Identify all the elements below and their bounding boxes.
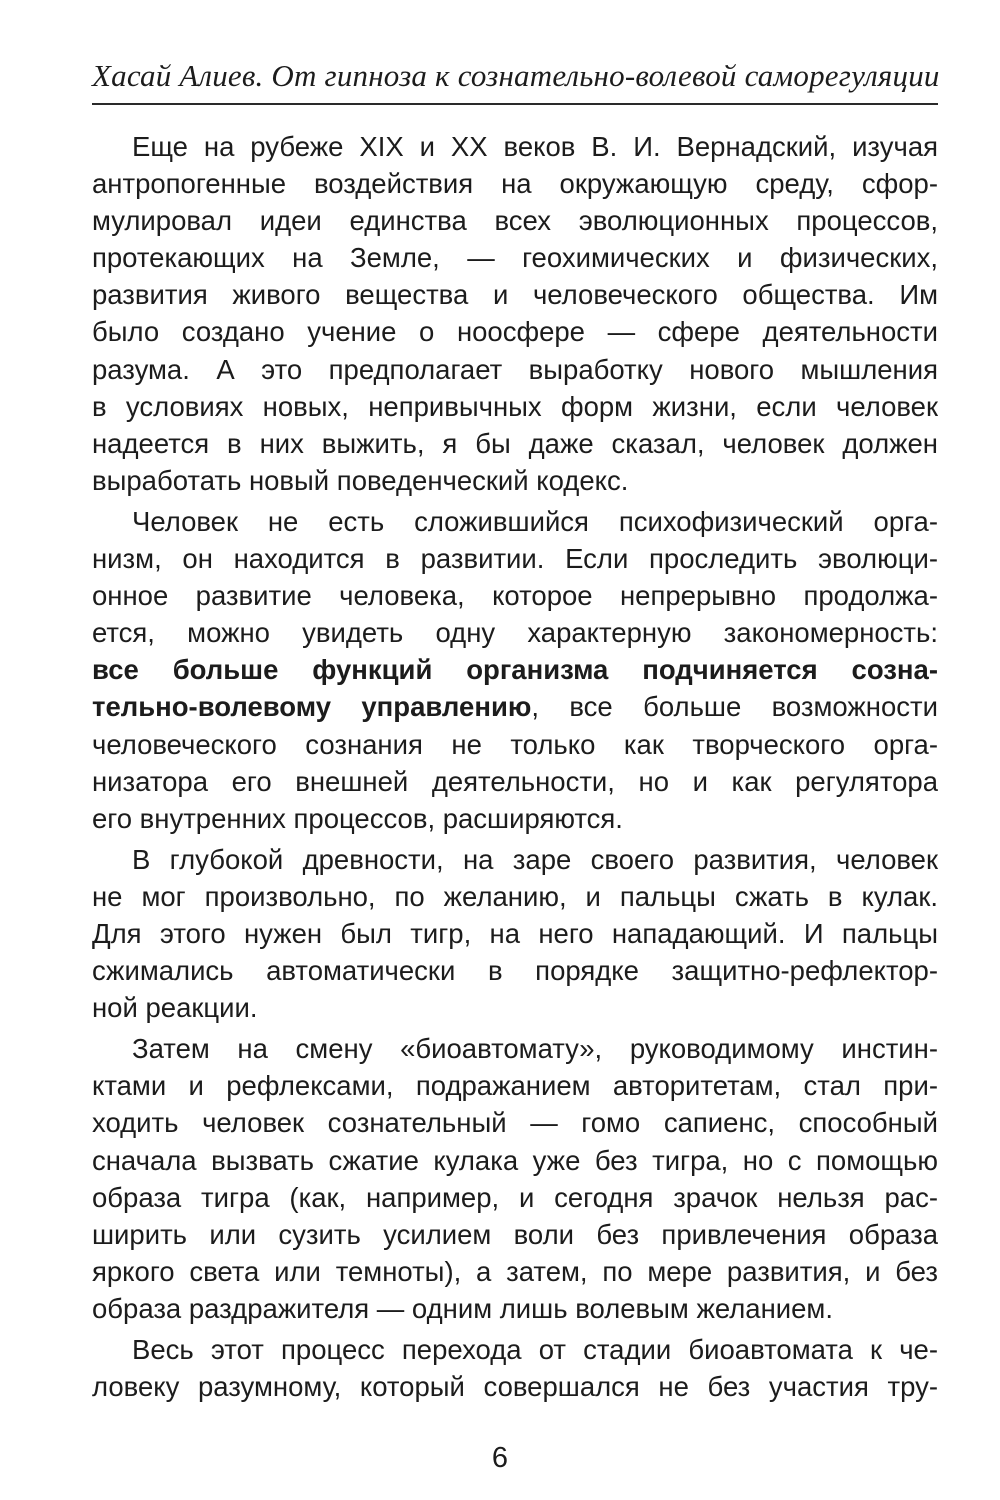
text-line: Для этого нужен был тигр, на него нападающий. И пальцы — [92, 917, 938, 949]
text-line: ется, можно увидеть одну характерную закономерность: — [92, 617, 938, 649]
text-line: низатора его внешней деятельности, но и как регулятора — [92, 765, 938, 797]
text-line: Еще на рубеже XIX и XX веков В. И. Вернадский, изучая — [132, 131, 938, 162]
text-line: мулировал идеи единства всех эволюционных процессов, — [92, 205, 938, 237]
text-line: было создано учение о ноосфере — сфере деятельности — [92, 316, 938, 348]
text-line: ктами и рефлексами, подражанием авторитетам, стал при- — [92, 1070, 938, 1102]
text-line: низм, он находится в развитии. Если проследить эволюци- — [92, 543, 938, 575]
paragraph-4 — [92, 1030, 938, 1327]
text-line: его внутренних процессов, расширяются. — [92, 802, 623, 834]
text-line: яркого света или темноты), а затем, по мере развития, и без — [92, 1255, 938, 1287]
bold-phrase: тельно-волевому управлению — [92, 691, 532, 723]
text-line: образа раздражителя — одним лишь волевым желанием. — [92, 1292, 833, 1324]
text-line: сначала вызвать сжатие кулака уже без тигра, но с помощью — [92, 1144, 938, 1176]
text-line: антропогенные воздействия на окружающую среду, сфор- — [92, 168, 938, 200]
text-line: В глубокой древности, на заре своего развития, человек — [132, 843, 938, 875]
text-line: онное развитие человека, которое непрерывно продолжа- — [92, 580, 938, 612]
text-line: протекающих на Земле, — геохимических и физических, — [92, 242, 938, 274]
text-line: надеется в них выжить, я бы даже сказал, человек должен — [92, 427, 938, 459]
text-line: ловеку разумному, который совершался не без участия тру- — [92, 1371, 938, 1403]
header-rule — [92, 103, 938, 105]
text-line: Затем на смену «биоавтомату», руководимому инстин- — [132, 1033, 938, 1065]
text-line: не мог произвольно, по желанию, и пальцы сжать в кулак. — [92, 880, 938, 912]
text-line: Весь этот процесс перехода от стадии биоавтомата к че- — [132, 1334, 938, 1365]
paragraph-3 — [92, 841, 938, 1026]
body-text — [92, 128, 938, 1405]
text-line: сжимались автоматически в порядке защитно-рефлектор- — [92, 955, 938, 987]
text-line: в условиях новых, непривычных форм жизни, если человек — [92, 390, 938, 422]
text-line: ходить человек сознательный — гомо сапиенс, способный — [92, 1107, 938, 1139]
text-line: развития живого вещества и человеческого общества. Им — [92, 279, 938, 311]
paragraph-5 — [92, 1331, 938, 1405]
text-line: ной реакции. — [92, 992, 258, 1024]
running-head-title: Хасай Алиев. От гипноза к сознательно-волевой саморегуляции — [92, 58, 940, 93]
text-line-mixed — [92, 688, 938, 725]
bold-text-line: все больше функций организма подчиняется созна- — [92, 654, 938, 686]
text-line: выработать новый поведенческий кодекс. — [92, 464, 629, 496]
text-line: разума. А это предполагает выработку нового мышления — [92, 353, 938, 385]
text-line: образа тигра (как, например, и сегодня зрачок нельзя рас- — [92, 1181, 938, 1213]
text-segment: , все больше возможности — [531, 691, 938, 723]
text-line: человеческого сознания не только как творческого орга- — [92, 728, 938, 760]
paragraph-2 — [92, 503, 938, 837]
text-line: ширить или сузить усилием воли без привлечения образа — [92, 1218, 938, 1250]
paragraph-1 — [92, 128, 938, 499]
text-line: Человек не есть сложившийся психофизический орга- — [132, 505, 938, 537]
page-number: 6 — [491, 1442, 509, 1474]
